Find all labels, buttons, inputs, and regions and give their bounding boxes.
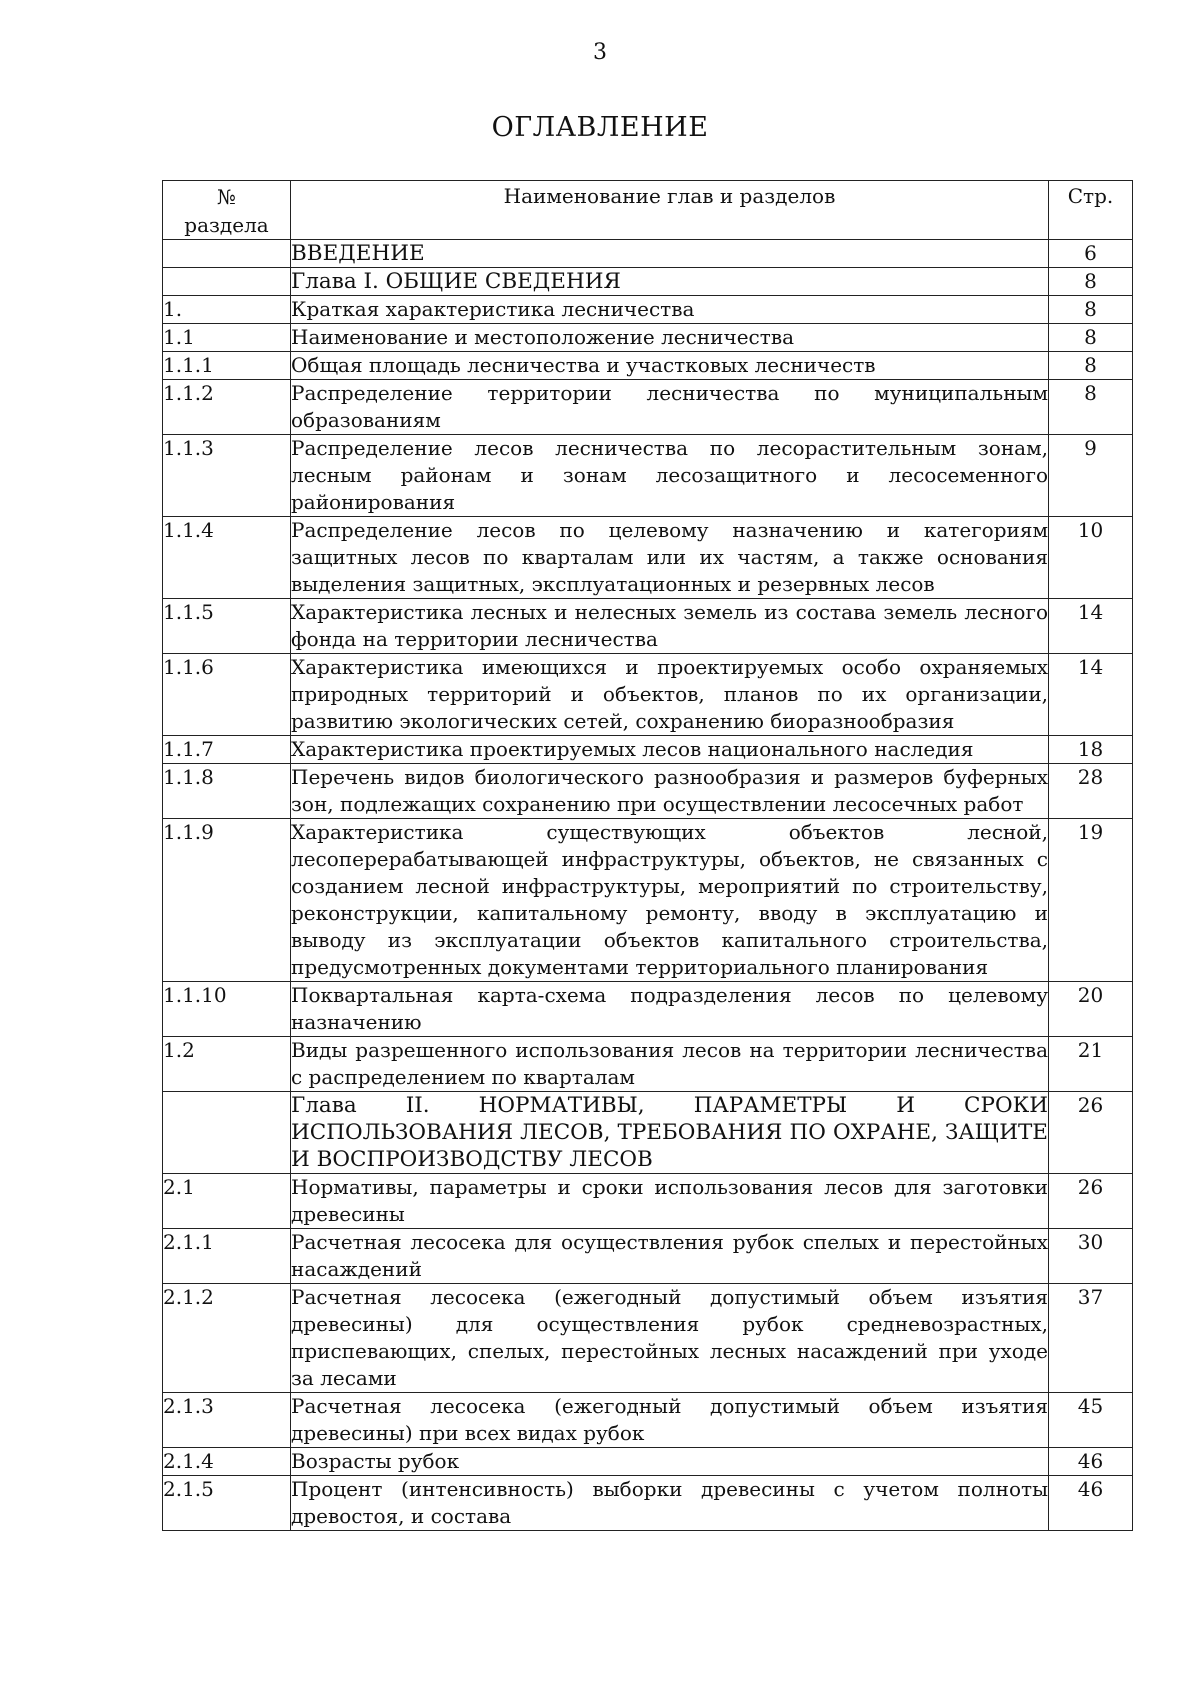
toc-page-number: 8 (1049, 268, 1133, 296)
toc-row (163, 1284, 1133, 1393)
toc-section-number: 2.1.5 (163, 1476, 291, 1531)
toc-section-number: 1.1.6 (163, 654, 291, 736)
toc-section-number: 1.1.7 (163, 736, 291, 764)
toc-section-number: 1. (163, 296, 291, 324)
toc-section-name: Характеристика проектируемых лесов национального наследия (291, 736, 1049, 764)
toc-section-number (163, 240, 291, 268)
toc-page-number: 37 (1049, 1284, 1133, 1393)
toc-section-number: 1.1.9 (163, 819, 291, 982)
toc-row (163, 736, 1133, 764)
toc-section-name: Характеристика лесных и нелесных земель из состава земель лесного фонда на территории лесничества (291, 599, 1049, 654)
toc-row (163, 764, 1133, 819)
toc-section-number: 2.1.2 (163, 1284, 291, 1393)
toc-row (163, 352, 1133, 380)
toc-section-number: 2.1.3 (163, 1393, 291, 1448)
toc-section-name: Глава I. ОБЩИЕ СВЕДЕНИЯ (291, 268, 1049, 296)
toc-section-number: 1.1.4 (163, 517, 291, 599)
toc-section-name: Характеристика существующих объектов лесной, лесоперерабатывающей инфраструктуры, объектов, не связанных с созданием лесной инфраструктуры, мероприятий по строительству, реконструкции, капитальному ремонту, вводу в эксплуатацию и выводу из эксплуатации объектов капитального строительства, предусмотренных документами территориального планирования (291, 819, 1049, 982)
toc-section-name: Глава II. НОРМАТИВЫ, ПАРАМЕТРЫ И СРОКИ ИСПОЛЬЗОВАНИЯ ЛЕСОВ, ТРЕБОВАНИЯ ПО ОХРАНЕ, ЗАЩИТЕ И ВОСПРОИЗВОДСТВУ ЛЕСОВ (291, 1093, 1048, 1172)
toc-row (163, 324, 1133, 352)
toc-section-number: 2.1.1 (163, 1229, 291, 1284)
toc-row (163, 654, 1133, 736)
toc-section-number: 1.1.3 (163, 435, 291, 517)
toc-page-number: 18 (1049, 736, 1133, 764)
toc-body (163, 240, 1133, 1531)
toc-chapter-row (163, 240, 1133, 268)
toc-page-number: 9 (1049, 435, 1133, 517)
toc-page-number: 26 (1049, 1092, 1133, 1174)
toc-section-number: 1.1.10 (163, 982, 291, 1037)
toc-page-number: 28 (1049, 764, 1133, 819)
toc-row (163, 517, 1133, 599)
toc-row (163, 1393, 1133, 1448)
toc-page-number: 46 (1049, 1448, 1133, 1476)
toc-section-name: Распределение лесов по целевому назначению и категориям защитных лесов по кварталам или их частям, а также основания выделения защитных, эксплуатационных и резервных лесов (291, 517, 1049, 599)
toc-section-number: 1.1.1 (163, 352, 291, 380)
toc-table (162, 180, 1133, 1531)
toc-page-number: 8 (1049, 296, 1133, 324)
page-number: 3 (593, 40, 607, 65)
header-section-number (163, 181, 291, 240)
header-number-sign: № (217, 185, 236, 209)
toc-page-number: 26 (1049, 1174, 1133, 1229)
toc-page-number: 14 (1049, 654, 1133, 736)
toc-row (163, 1476, 1133, 1531)
header-section-name: Наименование глав и разделов (291, 181, 1049, 240)
page-title: ОГЛАВЛЕНИЕ (491, 112, 709, 143)
toc-section-name: Возрасты рубок (291, 1448, 1049, 1476)
toc-row (163, 1037, 1133, 1092)
toc-row (163, 982, 1133, 1037)
toc-section-name: Перечень видов биологического разнообразия и размеров буферных зон, подлежащих сохранению при осуществлении лесосечных работ (291, 764, 1049, 819)
toc-section-name: Виды разрешенного использования лесов на территории лесничества с распределением по кварталам (291, 1037, 1049, 1092)
toc-section-number: 2.1.4 (163, 1448, 291, 1476)
toc-section-name: Нормативы, параметры и сроки использования лесов для заготовки древесины (291, 1174, 1049, 1229)
toc-page-number: 45 (1049, 1393, 1133, 1448)
toc-section-number: 1.1.8 (163, 764, 291, 819)
toc-section-name: Расчетная лесосека для осуществления рубок спелых и перестойных насаждений (291, 1229, 1049, 1284)
toc-row (163, 380, 1133, 435)
toc-page-number: 14 (1049, 599, 1133, 654)
toc-page-number: 19 (1049, 819, 1133, 982)
toc-page-number: 8 (1049, 352, 1133, 380)
toc-page-number: 8 (1049, 380, 1133, 435)
toc-section-number: 2.1 (163, 1174, 291, 1229)
toc-section-name: Процент (интенсивность) выборки древесины с учетом полноты древостоя, и состава (291, 1476, 1049, 1531)
toc-page-number: 6 (1049, 240, 1133, 268)
toc-page-number: 8 (1049, 324, 1133, 352)
toc-section-number: 1.2 (163, 1037, 291, 1092)
toc-section-name: Характеристика имеющихся и проектируемых особо охраняемых природных территорий и объектов, планов по их организации, развитию экологических сетей, сохранению биоразнообразия (291, 654, 1049, 736)
toc-row (163, 1229, 1133, 1284)
toc-page-number: 21 (1049, 1037, 1133, 1092)
toc-section-name: Расчетная лесосека (ежегодный допустимый объем изъятия древесины) для осуществления рубок средневозрастных, приспевающих, спелых, перестойных лесных насаждений при уходе за лесами (291, 1284, 1049, 1393)
toc-page-number: 20 (1049, 982, 1133, 1037)
toc-section-number: 1.1.5 (163, 599, 291, 654)
header-page: Стр. (1049, 181, 1133, 240)
toc-section-name: ВВЕДЕНИЕ (291, 240, 1049, 268)
toc-chapter-row (163, 268, 1133, 296)
toc-row (163, 296, 1133, 324)
toc-section-name: Распределение лесов лесничества по лесорастительным зонам, лесным районам и зонам лесозащитного и лесосеменного районирования (291, 435, 1049, 517)
header-section-word: раздела (184, 213, 269, 237)
toc-row (163, 599, 1133, 654)
toc-section-name: Поквартальная карта-схема подразделения лесов по целевому назначению (291, 982, 1049, 1037)
toc-row (163, 435, 1133, 517)
toc-section-number: 1.1 (163, 324, 291, 352)
toc-row (163, 1174, 1133, 1229)
toc-page-number: 46 (1049, 1476, 1133, 1531)
toc-section-name: Распределение территории лесничества по муниципальным образованиям (291, 380, 1049, 435)
toc-section-name: Общая площадь лесничества и участковых лесничеств (291, 352, 1049, 380)
toc-row (163, 1448, 1133, 1476)
toc-chapter-row (163, 1092, 1133, 1174)
toc-page-number: 30 (1049, 1229, 1133, 1284)
toc-row (163, 819, 1133, 982)
toc-section-name: Краткая характеристика лесничества (291, 296, 1049, 324)
toc-section-name: Наименование и местоположение лесничества (291, 324, 1049, 352)
toc-section-number: 1.1.2 (163, 380, 291, 435)
toc-section-number (163, 1092, 291, 1174)
toc-header-row (163, 181, 1133, 240)
toc-section-name: Расчетная лесосека (ежегодный допустимый объем изъятия древесины) при всех видах рубок (291, 1393, 1049, 1448)
toc-page-number: 10 (1049, 517, 1133, 599)
toc-section-number (163, 268, 291, 296)
